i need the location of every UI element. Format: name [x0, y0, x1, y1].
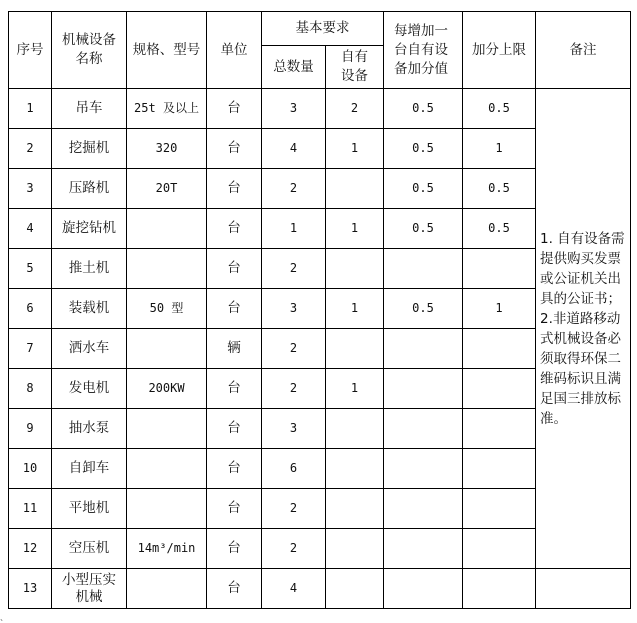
unit: 台 [207, 129, 262, 169]
unit: 台 [207, 249, 262, 289]
spec-model [127, 329, 207, 369]
header-equipment-name: 机械设备名称 [52, 12, 127, 89]
equipment-name: 洒水车 [52, 329, 127, 369]
owned-quantity: 2 [326, 89, 384, 129]
bonus-value: 0.5 [384, 289, 463, 329]
row-number: 4 [9, 209, 52, 249]
header-bonus-per-unit: 每增加一台自有设备加分值 [384, 12, 463, 89]
unit: 台 [207, 489, 262, 529]
bonus-value: 0.5 [384, 89, 463, 129]
total-quantity: 3 [262, 89, 326, 129]
owned-quantity [326, 529, 384, 569]
owned-quantity: 1 [326, 289, 384, 329]
unit: 台 [207, 289, 262, 329]
bonus-cap [463, 449, 536, 489]
row-number: 10 [9, 449, 52, 489]
table-row [9, 569, 631, 609]
bonus-value [384, 409, 463, 449]
bonus-cap: 1 [463, 289, 536, 329]
bonus-cap: 0.5 [463, 209, 536, 249]
spec-model [127, 209, 207, 249]
row-number: 5 [9, 249, 52, 289]
owned-quantity [326, 409, 384, 449]
row-number: 12 [9, 529, 52, 569]
unit: 台 [207, 209, 262, 249]
unit: 台 [207, 89, 262, 129]
total-quantity: 4 [262, 569, 326, 609]
bonus-value [384, 529, 463, 569]
total-quantity: 4 [262, 129, 326, 169]
bonus-value [384, 369, 463, 409]
spec-model: 320 [127, 129, 207, 169]
bonus-cap: 0.5 [463, 89, 536, 129]
row-number: 3 [9, 169, 52, 209]
spec-model [127, 569, 207, 609]
bonus-cap [463, 529, 536, 569]
row-number: 7 [9, 329, 52, 369]
bonus-value: 0.5 [384, 209, 463, 249]
bonus-value: 0.5 [384, 129, 463, 169]
bonus-value [384, 569, 463, 609]
unit: 台 [207, 569, 262, 609]
spec-model [127, 249, 207, 289]
bonus-cap [463, 569, 536, 609]
table-row [9, 89, 631, 129]
total-quantity: 3 [262, 409, 326, 449]
bonus-value [384, 449, 463, 489]
header-bonus-cap: 加分上限 [463, 12, 536, 89]
equipment-name: 吊车 [52, 89, 127, 129]
equipment-name: 装载机 [52, 289, 127, 329]
bonus-value: 0.5 [384, 169, 463, 209]
equipment-name: 压路机 [52, 169, 127, 209]
unit: 台 [207, 529, 262, 569]
total-quantity: 3 [262, 289, 326, 329]
bonus-value [384, 329, 463, 369]
equipment-name: 挖掘机 [52, 129, 127, 169]
spec-model: 20T [127, 169, 207, 209]
equipment-name: 空压机 [52, 529, 127, 569]
owned-quantity [326, 249, 384, 289]
row-number: 1 [9, 89, 52, 129]
bonus-value [384, 489, 463, 529]
spec-model [127, 409, 207, 449]
unit: 台 [207, 169, 262, 209]
header-remark: 备注 [536, 12, 631, 89]
equipment-name: 平地机 [52, 489, 127, 529]
total-quantity: 2 [262, 529, 326, 569]
owned-quantity [326, 169, 384, 209]
stray-mark: 、 [0, 613, 8, 622]
equipment-requirements-table [8, 11, 631, 609]
equipment-name: 发电机 [52, 369, 127, 409]
equipment-name: 旋挖钻机 [52, 209, 127, 249]
owned-quantity [326, 489, 384, 529]
owned-quantity: 1 [326, 369, 384, 409]
bonus-value [384, 249, 463, 289]
header-owned-equipment: 自有设备 [326, 46, 384, 89]
row-number: 9 [9, 409, 52, 449]
remark-note: 1. 自有设备需提供购买发票或公证机关出具的公证书；2.非道路移动式机械设备必须取得环保二维码标识且满足国三排放标准。 [536, 89, 631, 569]
owned-quantity [326, 449, 384, 489]
total-quantity: 2 [262, 249, 326, 289]
spec-model: 25t 及以上 [127, 89, 207, 129]
spec-model: 14m³/min [127, 529, 207, 569]
spec-model [127, 489, 207, 529]
unit: 台 [207, 409, 262, 449]
bonus-cap [463, 329, 536, 369]
owned-quantity: 1 [326, 209, 384, 249]
owned-quantity [326, 329, 384, 369]
unit: 台 [207, 449, 262, 489]
header-basic-requirements: 基本要求 [262, 12, 384, 46]
header-spec: 规格、型号 [127, 12, 207, 89]
bonus-cap [463, 369, 536, 409]
header-no: 序号 [9, 12, 52, 89]
spec-model: 50 型 [127, 289, 207, 329]
remark-empty [536, 569, 631, 609]
header-total-quantity: 总数量 [262, 46, 326, 89]
bonus-cap [463, 489, 536, 529]
bonus-cap [463, 249, 536, 289]
row-number: 6 [9, 289, 52, 329]
spec-model [127, 449, 207, 489]
unit: 台 [207, 369, 262, 409]
equipment-name: 自卸车 [52, 449, 127, 489]
total-quantity: 2 [262, 489, 326, 529]
bonus-cap: 1 [463, 129, 536, 169]
spec-model: 200KW [127, 369, 207, 409]
total-quantity: 6 [262, 449, 326, 489]
total-quantity: 1 [262, 209, 326, 249]
header-unit: 单位 [207, 12, 262, 89]
row-number: 11 [9, 489, 52, 529]
row-number: 13 [9, 569, 52, 609]
bonus-cap: 0.5 [463, 169, 536, 209]
equipment-name: 抽水泵 [52, 409, 127, 449]
unit: 辆 [207, 329, 262, 369]
total-quantity: 2 [262, 329, 326, 369]
equipment-name: 小型压实机械 [52, 569, 127, 609]
equipment-name: 推土机 [52, 249, 127, 289]
bonus-cap [463, 409, 536, 449]
owned-quantity: 1 [326, 129, 384, 169]
owned-quantity [326, 569, 384, 609]
row-number: 2 [9, 129, 52, 169]
row-number: 8 [9, 369, 52, 409]
total-quantity: 2 [262, 369, 326, 409]
total-quantity: 2 [262, 169, 326, 209]
